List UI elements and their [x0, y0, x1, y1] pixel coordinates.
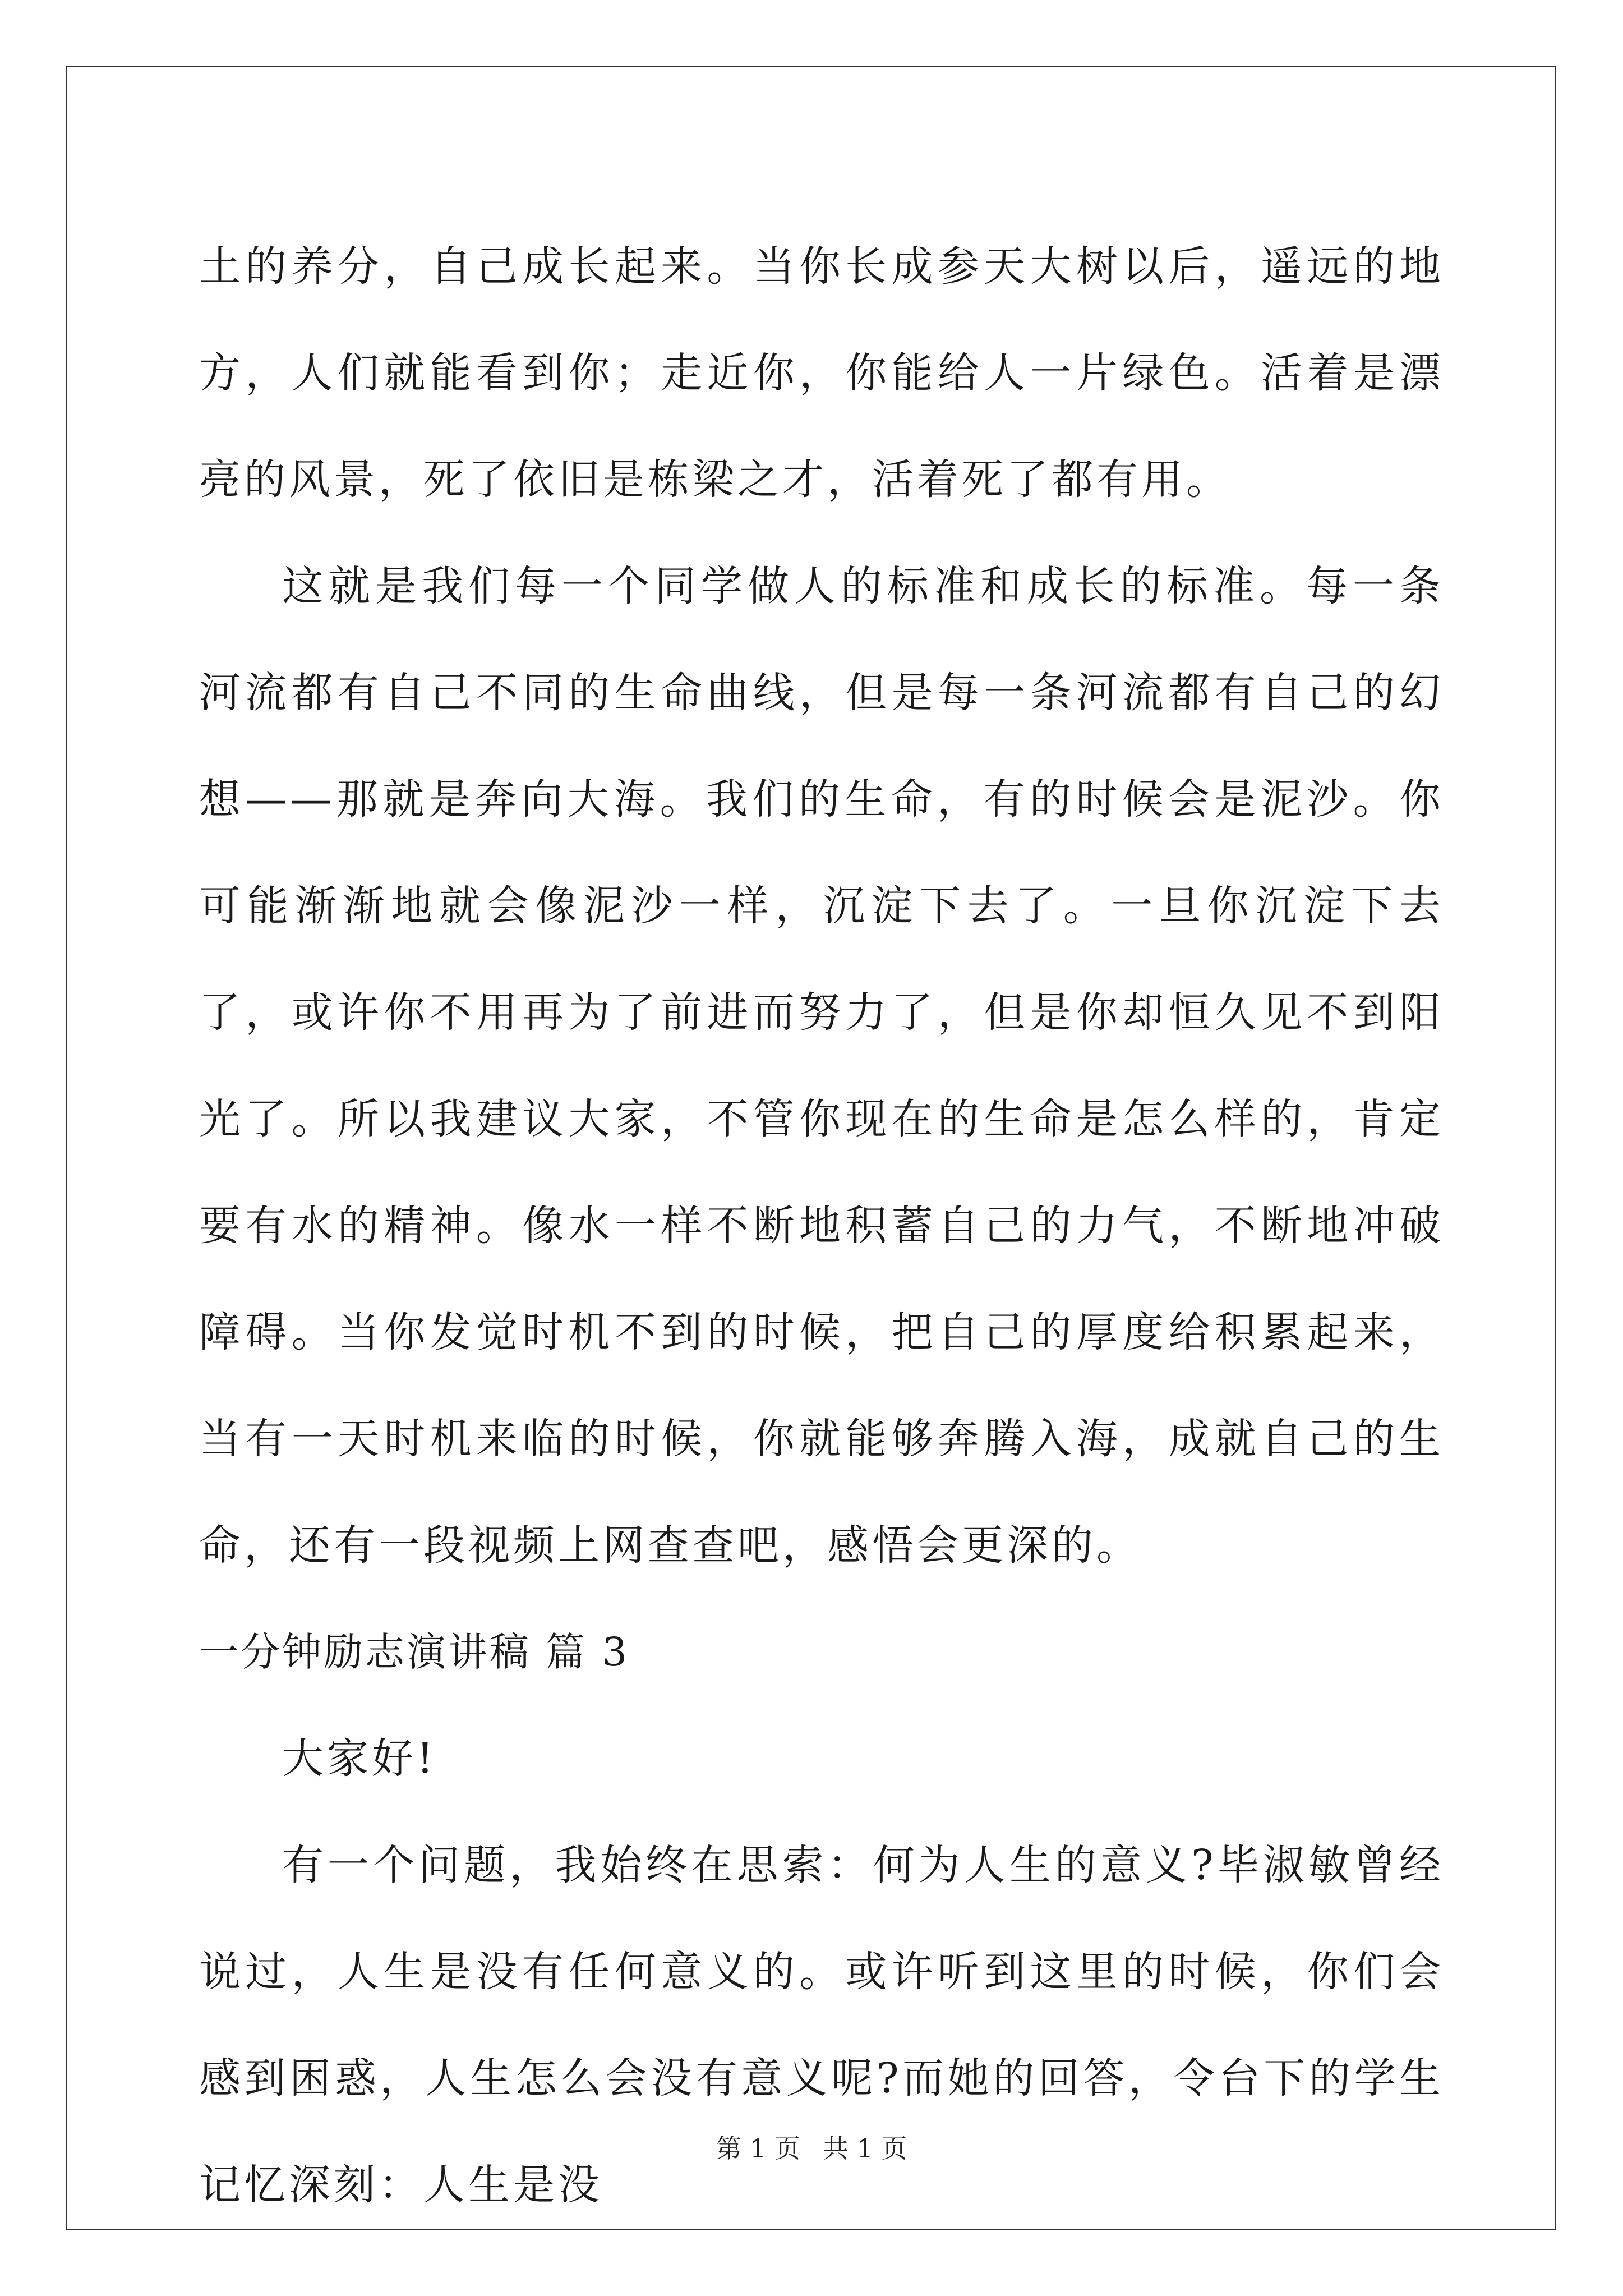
page-footer	[0, 2132, 1623, 2165]
page-number: 第 1 页	[716, 2133, 800, 2164]
paragraph-meaning-of-life: 有一个问题，我始终在思索：何为人生的意义?毕淑敏曾经说过，人生是没有任何意义的。或许听到这里的时候，你们会感到困惑，人生怎么会没有意义呢?而她的回答，令台下的学生记忆深刻：人生是没	[199, 1841, 1444, 2209]
document-body	[199, 213, 1444, 2238]
greeting: 大家好!	[282, 1734, 437, 1783]
paragraph-continued: 土的养分，自己成长起来。当你长成参天大树以后，遥远的地方，人们就能看到你；走近你，你能给人一片绿色。活着是漂亮的风景，死了依旧是栋梁之才，活着死了都有用。	[199, 242, 1444, 504]
paragraph-river: 这就是我们每一个同学做人的标准和成长的标准。每一条河流都有自己不同的生命曲线，但是每一条河流都有自己的幻想——那就是奔向大海。我们的生命，有的时候会是泥沙。你可能渐渐地就会像泥沙一样，沉淀下去了。一旦你沉淀下去了，或许你不用再为了前进而努力了，但是你却恒久见不到阳光了。所以我建议大家，不管你现在的生命是怎么样的，肯定要有水的精神。像水一样不断地积蓄自己的力气，不断地冲破障碍。当你发觉时机不到的时候，把自己的厚度给积累起来，当有一天时机来临的时候，你就能够奔腾入海，成就自己的生命，还有一段视频上网查查吧，感悟会更深的。	[199, 562, 1444, 1570]
page-total: 共 1 页	[823, 2133, 907, 2164]
section-heading: 一分钟励志演讲稿 篇 3	[199, 1629, 630, 1675]
